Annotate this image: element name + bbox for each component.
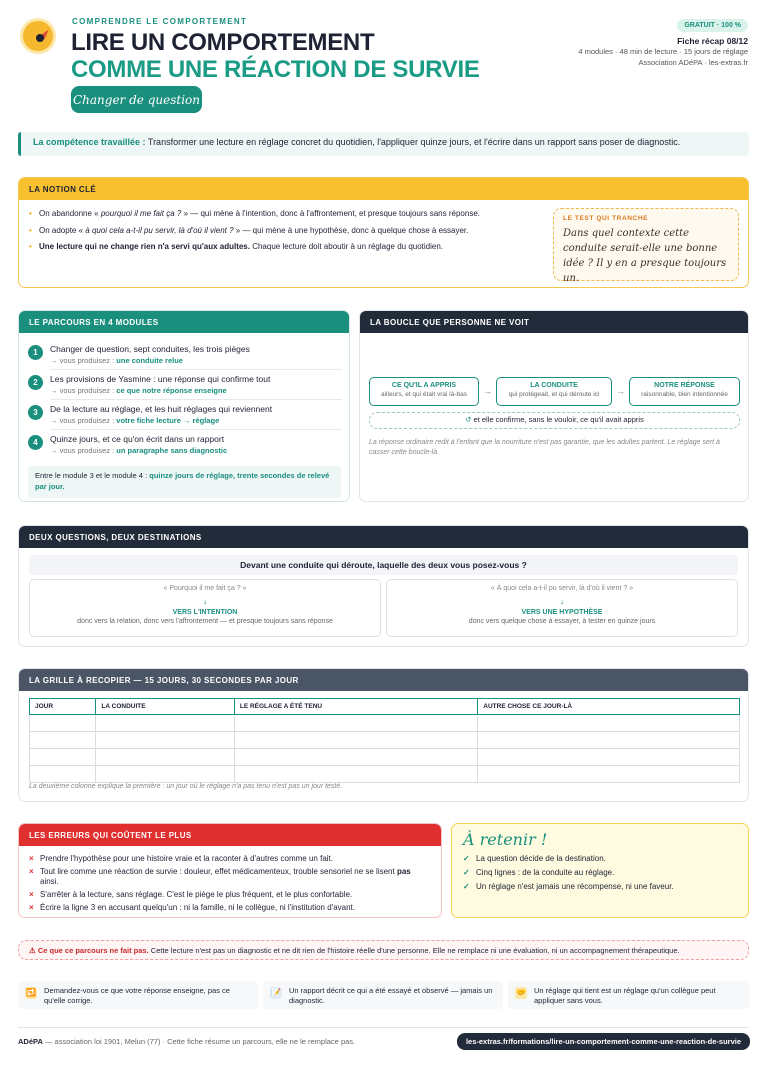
boucle-card: [359, 310, 749, 502]
table-row: [30, 749, 740, 766]
deux-questions-card: [18, 525, 749, 647]
notion-bullet-3: • Une lecture qui ne change rien n'a servi qu'aux adultes. Chaque lecture doit aboutir à un réglage du quotidien.: [19, 239, 539, 256]
arrow-right-icon: →: [616, 386, 625, 396]
error-item: × Prendre l'hypothèse pour une histoire vraie et la raconter à d'autres comme un fait.: [29, 854, 333, 863]
footer-url-link[interactable]: les-extras.fr/formations/lire-un-comportement-comme-une-reaction-de-survie: [457, 1033, 750, 1050]
question-col-intention: « Pourquoi il me fait ça ? » ↓ VERS L'INTENTION donc vers la relation, donc vers l'affrontement — et presque toujours sans réponse: [29, 579, 381, 637]
arrow-right-icon: →: [483, 386, 492, 396]
between-note: Entre le module 3 et le module 4 : quinze jours de réglage, trente secondes de relevé par jour.: [28, 466, 341, 498]
page-title-line1: LIRE UN COMPORTEMENT: [71, 29, 375, 56]
compass-logo-icon: [20, 18, 56, 54]
table-row: [30, 732, 740, 749]
table-row: [30, 715, 740, 732]
arrow-down-icon: ↓: [560, 597, 564, 606]
notion-q1: pourquoi il me fait ça ?: [100, 209, 182, 218]
tip-1: 🔁 Demandez-vous ce que votre réponse enseigne, pas ce qu'elle corrige.: [18, 981, 258, 1009]
grille-table: [29, 698, 740, 783]
erreurs-title: LES ERREURS QUI COÛTENT LE PLUS: [19, 824, 441, 846]
erreurs-card: [18, 823, 442, 918]
grille-title: LA GRILLE À RECOPIER — 15 JOURS, 30 SECONDES PAR JOUR: [19, 669, 748, 691]
boucle-note: La réponse ordinaire redit à l'enfant que la nourriture n'est pas garantie, que les adultes partent. Le réglage sert à casser cette boucle-là.: [369, 439, 720, 456]
handshake-icon: 🤝: [516, 988, 526, 997]
loop-box-learned: CE QU'IL A APPRIS ailleurs, et qui était vrai là-bas: [369, 377, 479, 406]
fiche-number: Fiche récap 08/12: [677, 36, 748, 46]
parcours-title: LE PARCOURS EN 4 MODULES: [19, 311, 349, 333]
grille-card: [18, 668, 749, 802]
parcours-card: LE PARCOURS EN 4 MODULES 1 Changer de question, sept conduites, les trois pièges → vous produisez : une conduite relue 2 Les provisions de Yasmine : une réponse qui confirme tout → vous produisez : ce que notre réponse enseigne 3 De la lecture au réglage, et les huit réglages qui reviennent → vous produisez : votre fiche lecture → réglage 4 Quinze jours, et ce qu'on écrit dans un rapport → vous produisez : un paragraphe sans diagnostic Entre le module 3 et le module 4 : quinze jours de réglage, trente secondes de relevé par jour.: [18, 310, 350, 502]
retenir-item: ✓ Cinq lignes : de la conduite au réglage.: [463, 868, 615, 877]
question-col-hypothese: « À quoi cela a-t-il pu servir, là d'où il vient ? » ↓ VERS UNE HYPOTHÈSE donc vers quelque chose à essayer, à tester en quinze jours: [386, 579, 738, 637]
loop-box-response: NOTRE RÉPONSE raisonnable, bien intentionnée: [629, 377, 740, 406]
competence-label: La compétence travaillée :: [33, 137, 146, 147]
competence-banner: [18, 132, 749, 156]
arrow-down-icon: ↓: [203, 597, 207, 606]
boucle-title: LA BOUCLE QUE PERSONNE NE VOIT: [360, 311, 748, 333]
footer-text: ADéPA — association loi 1901, Melun (77) · Cette fiche résume un parcours, elle ne le remplace pas.: [18, 1037, 356, 1046]
error-item: × Écrire la ligne 3 en accusant quelqu'un : ni la famille, ni le collègue, ni l'institution d'avant.: [29, 903, 355, 912]
loop-box-conduct: LA CONDUITE qui protégeait, et qui déroute ici: [496, 377, 612, 406]
cross-icon: ×: [29, 867, 34, 876]
page-title-line2: COMME UNE RÉACTION DE SURVIE: [71, 56, 480, 83]
warning-icon: ⚠: [29, 946, 36, 955]
repeat-icon: 🔁: [26, 988, 36, 997]
course-meta: 4 modules · 48 min de lecture · 15 jours de réglage: [578, 47, 748, 56]
notion-list: [19, 206, 539, 256]
error-item: × S'arrêter à la lecture, sans réglage. C'est le piège le plus fréquent, et le plus confortable.: [29, 890, 353, 899]
tip-2: 📝 Un rapport décrit ce qui a été essayé et observé — jamais un diagnostic.: [263, 981, 503, 1009]
test-body: Dans quel contexte cette conduite serait-elle une bonne idée ? Il y en a presque toujours un.: [563, 228, 727, 284]
footer-divider: [18, 1027, 749, 1028]
course-publisher: Association ADéPA · les-extras.fr: [638, 58, 748, 67]
notion-card: [18, 177, 749, 288]
col-header-conduite: LA CONDUITE: [96, 699, 234, 715]
kicker: COMPRENDRE LE COMPORTEMENT: [72, 17, 248, 26]
error-item: × Tout lire comme une réaction de survie : douleur, effet médicamenteux, trouble sensoriel ne se lisent pas ainsi.: [29, 867, 411, 886]
col-header-autre: AUTRE CHOSE CE JOUR-LÀ: [478, 699, 740, 715]
retenir-card: [451, 823, 749, 918]
notion-bullet-1: • On abandonne « pourquoi il me fait ça ? » — qui mène à l'intention, donc à l'affrontement, et presque toujours sans réponse.: [19, 206, 539, 223]
cross-icon: ×: [29, 903, 34, 912]
col-header-jour: JOUR: [30, 699, 96, 715]
notion-bullet-2: • On adopte « à quoi cela a-t-il pu servir, là d'où il vient ? » — qui mène à une hypothèse, donc à quelque chose à essayer.: [19, 223, 539, 240]
topic-pill: Changer de question: [71, 86, 202, 113]
deux-title: DEUX QUESTIONS, DEUX DESTINATIONS: [19, 526, 748, 548]
retenir-item: ✓ Un réglage n'est jamais une récompense, ni une faveur.: [463, 882, 674, 891]
notion-title: LA NOTION CLÉ: [19, 178, 748, 200]
free-badge: GRATUIT · 100 %: [677, 19, 748, 32]
cross-icon: ×: [29, 854, 34, 863]
retenir-item: ✓ La question décide de la destination.: [463, 854, 606, 863]
deux-question: Devant une conduite qui déroute, laquelle des deux vous posez-vous ?: [29, 555, 738, 575]
loop-confirm: ↺ et elle confirme, sans le vouloir, ce qu'il avait appris: [369, 412, 740, 429]
check-icon: ✓: [463, 854, 470, 863]
competence-text: Transformer une lecture en réglage concret du quotidien, l'appliquer quinze jours, et l'écrire dans un rapport sans poser de diagnostic.: [145, 137, 681, 147]
check-icon: ✓: [463, 882, 470, 891]
notion-q2: à quoi cela a-t-il pu servir, là d'où il vient ?: [85, 225, 234, 235]
grille-note: La deuxième colonne explique la première : un jour où le réglage n'a pas tenu n'est pas un jour testé.: [29, 783, 343, 790]
check-icon: ✓: [463, 868, 470, 877]
loop-icon: ↺: [465, 415, 472, 424]
test-box: [553, 208, 739, 284]
tip-3: 🤝 Un réglage qui tient est un réglage qu'un collègue peut appliquer sans vous.: [508, 981, 749, 1009]
col-header-reglage: LE RÉGLAGE A ÉTÉ TENU: [234, 699, 477, 715]
test-title: LE TEST QUI TRANCHE: [563, 215, 649, 222]
table-row: [30, 766, 740, 783]
cross-icon: ×: [29, 890, 34, 899]
memo-icon: 📝: [271, 988, 281, 997]
warning-banner: ⚠ Ce que ce parcours ne fait pas. Cette lecture n'est pas un diagnostic et ne dit rien de l'histoire réelle d'une personne. Elle ne remplace ni une évaluation, ni un accompagnement thérapeutique.: [18, 940, 749, 960]
retenir-title: À retenir !: [463, 830, 548, 849]
